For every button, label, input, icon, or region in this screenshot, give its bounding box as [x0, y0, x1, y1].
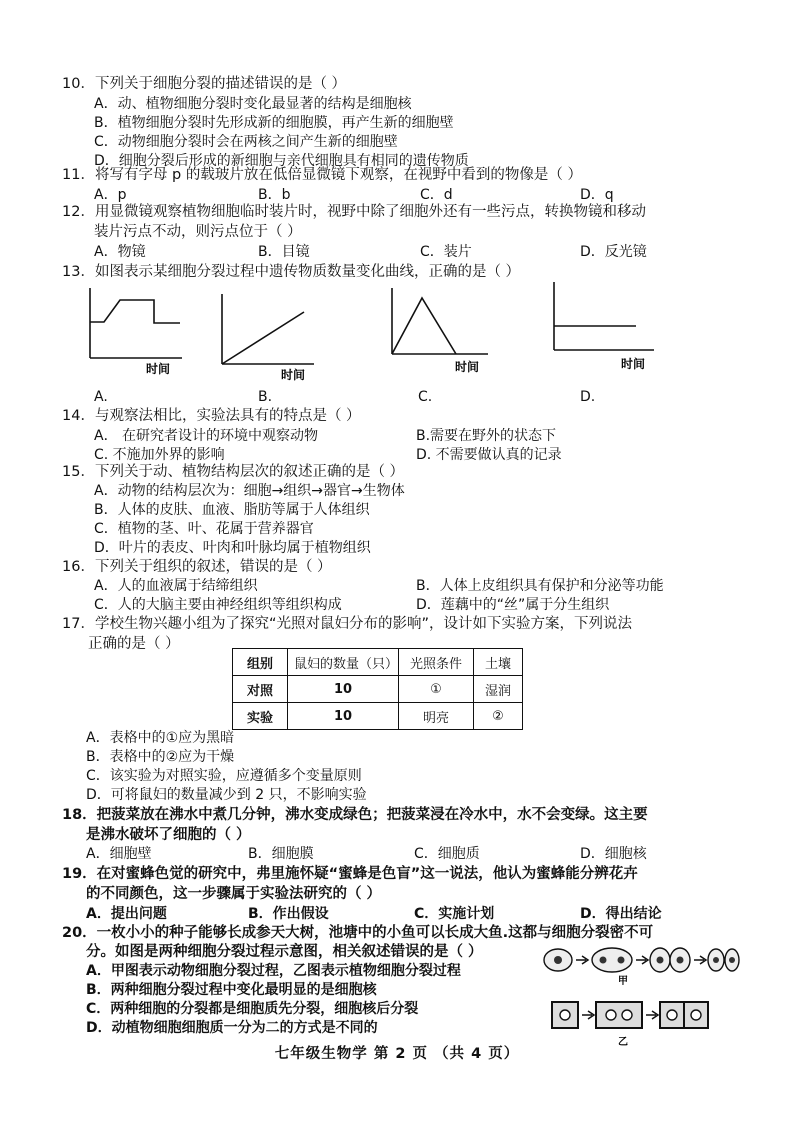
- table-header-cell: 土壤: [474, 649, 523, 676]
- q15-option-b: B．人体的皮肤、血液、脂肪等属于人体组织: [94, 502, 370, 518]
- q12-option-a: A．物镜: [94, 244, 146, 260]
- graph-c: [392, 288, 488, 374]
- q20-stem-line2: 分。如图是两种细胞分裂过程示意图，相关叙述错误的是（ ）: [86, 944, 483, 960]
- q17-stem-line2: 正确的是（ ）: [88, 636, 180, 652]
- q19-stem-line2: 的不同颜色，这一步骤属于实验法研究的（ ）: [86, 886, 382, 902]
- table-cell: 实验: [233, 703, 288, 730]
- q10-option-d: D．细胞分裂后形成的新细胞与亲代细胞具有相同的遗传物质: [94, 153, 469, 169]
- table-cell: 10: [288, 703, 399, 730]
- q12-option-d: D．反光镜: [580, 244, 647, 260]
- table-header-cell: 光照条件: [399, 649, 474, 676]
- graph-d-axis-label: 时间: [621, 357, 646, 371]
- q20-option-a: A．甲图表示动物细胞分裂过程，乙图表示植物细胞分裂过程: [86, 963, 461, 979]
- q20-cell-division-figure: [540, 944, 740, 1048]
- q19-option-c: C．实施计划: [414, 906, 495, 922]
- q14-option-c: C. 不施加外界的影响: [94, 447, 225, 463]
- q17-option-a: A．表格中的①应为黑暗: [86, 730, 235, 746]
- table-cell: 对照: [233, 676, 288, 703]
- q11-option-a: A．p: [94, 187, 127, 203]
- q20-option-c: C．两种细胞的分裂都是细胞质先分裂，细胞核后分裂: [86, 1001, 419, 1017]
- q19-option-b: B．作出假设: [248, 906, 329, 922]
- q15-option-a: A．动物的结构层次为：细胞→组织→器官→生物体: [94, 483, 405, 499]
- page-footer: 七年级生物学 第 2 页 （共 4 页）: [274, 1046, 520, 1062]
- graph-a: [90, 288, 182, 376]
- q14-option-d: D. 不需要做认真的记录: [416, 447, 562, 463]
- q17-experiment-table: [232, 648, 523, 730]
- q14-stem: 14．与观察法相比，实验法具有的特点是（ ）: [62, 408, 361, 424]
- table-cell: ②: [474, 703, 523, 730]
- q12-stem-line1: 12．用显微镜观察植物细胞临时装片时，视野中除了细胞外还有一些污点，转换物镜和移动: [62, 204, 646, 220]
- q11-option-d: D．q: [580, 187, 614, 203]
- q16-option-a: A．人的血液属于结缔组织: [94, 578, 258, 594]
- q13-option-a: A.: [94, 389, 108, 405]
- q10-stem: 10．下列关于细胞分裂的描述错误的是（ ）: [62, 76, 347, 92]
- figure-label-jia: 甲: [618, 976, 628, 987]
- q20-option-b: B．两种细胞分裂过程中变化最明显的是细胞核: [86, 982, 377, 998]
- q20-option-d: D．动植物细胞细胞质一分为二的方式是不同的: [86, 1020, 378, 1036]
- q12-stem-line2: 装片污点不动，则污点位于（ ）: [94, 224, 302, 240]
- table-header-row: [233, 649, 523, 676]
- table-row: [233, 676, 523, 703]
- q17-option-d: D．可将鼠妇的数量减少到 2 只，不影响实验: [86, 787, 367, 803]
- q17-option-b: B．表格中的②应为干燥: [86, 749, 235, 765]
- q16-option-d: D．莲藕中的“丝”属于分生组织: [416, 597, 610, 613]
- q18-option-a: A．细胞壁: [86, 846, 152, 862]
- q18-stem-line2: 是沸水破坏了细胞的（ ）: [86, 827, 251, 843]
- q11-stem: 11．将写有字母 p 的载玻片放在低倍显微镜下观察，在视野中看到的物像是（ ）: [62, 167, 582, 183]
- table-cell: ①: [399, 676, 474, 703]
- q16-stem: 16．下列关于组织的叙述，错误的是（ ）: [62, 559, 332, 575]
- graph-a-axis-label: 时间: [146, 362, 171, 376]
- q16-option-c: C．人的大脑主要由神经组织等组织构成: [94, 597, 342, 613]
- graph-b-axis-label: 时间: [281, 368, 306, 382]
- table-cell: 10: [288, 676, 399, 703]
- figure-jia-animal-cells: [544, 948, 739, 987]
- q13-option-c: C.: [418, 389, 433, 405]
- q17-option-c: C．该实验为对照实验，应遵循多个变量原则: [86, 768, 362, 784]
- q15-option-d: D．叶片的表皮、叶肉和叶脉均属于植物组织: [94, 540, 371, 556]
- q18-stem-line1: 18．把菠菜放在沸水中煮几分钟，沸水变成绿色；把菠菜浸在冷水中，水不会变绿。这主要: [62, 807, 648, 823]
- q16-option-b: B．人体上皮组织具有保护和分泌等功能: [416, 578, 664, 594]
- table-header-cell: 组别: [233, 649, 288, 676]
- table-header-cell: 鼠妇的数量（只）: [288, 649, 399, 676]
- q13-option-b: B.: [258, 389, 273, 405]
- graph-d: [554, 282, 654, 371]
- table-row: [233, 703, 523, 730]
- graph-c-axis-label: 时间: [455, 360, 480, 374]
- q18-option-c: C．细胞质: [414, 846, 480, 862]
- q14-option-b: B.需要在野外的状态下: [416, 428, 557, 444]
- q18-option-d: D．细胞核: [580, 846, 647, 862]
- q15-stem: 15．下列关于动、植物结构层次的叙述正确的是（ ）: [62, 464, 405, 480]
- q20-stem-line1: 20．一枚小小的种子能够长成参天大树，池塘中的小鱼可以长成大鱼.这都与细胞分裂密不可: [62, 925, 654, 941]
- q12-option-b: B．目镜: [258, 244, 310, 260]
- q19-option-a: A．提出问题: [86, 906, 167, 922]
- table-cell: 明亮: [399, 703, 474, 730]
- q12-option-c: C．装片: [420, 244, 472, 260]
- q10-option-b: B．植物细胞分裂时先形成新的细胞膜，再产生新的细胞壁: [94, 115, 454, 131]
- q18-option-b: B．细胞膜: [248, 846, 314, 862]
- q19-stem-line1: 19．在对蜜蜂色觉的研究中，弗里施怀疑“蜜蜂是色盲”这一说法，他认为蜜蜂能分辨花卉: [62, 866, 638, 882]
- q19-option-d: D．得出结论: [580, 906, 662, 922]
- table-cell: 湿润: [474, 676, 523, 703]
- q13-option-d: D.: [580, 389, 596, 405]
- q17-stem-line1: 17．学校生物兴趣小组为了探究“光照对鼠妇分布的影响”，设计如下实验方案，下列说法: [62, 616, 632, 632]
- q13-stem: 13．如图表示某细胞分裂过程中遗传物质数量变化曲线，正确的是（ ）: [62, 264, 521, 280]
- q10-option-c: C．动物细胞分裂时会在两核之间产生新的细胞壁: [94, 134, 398, 150]
- q11-option-b: B．b: [258, 187, 291, 203]
- figure-label-yi: 乙: [618, 1037, 628, 1048]
- q14-option-a: A． 在研究者设计的环境中观察动物: [94, 428, 319, 444]
- graph-b: [222, 294, 314, 382]
- q11-option-c: C．d: [420, 187, 453, 203]
- q13-graphs: [70, 278, 690, 390]
- q10-option-a: A．动、植物细胞分裂时变化最显著的结构是细胞核: [94, 96, 412, 112]
- q15-option-c: C．植物的茎、叶、花属于营养器官: [94, 521, 314, 537]
